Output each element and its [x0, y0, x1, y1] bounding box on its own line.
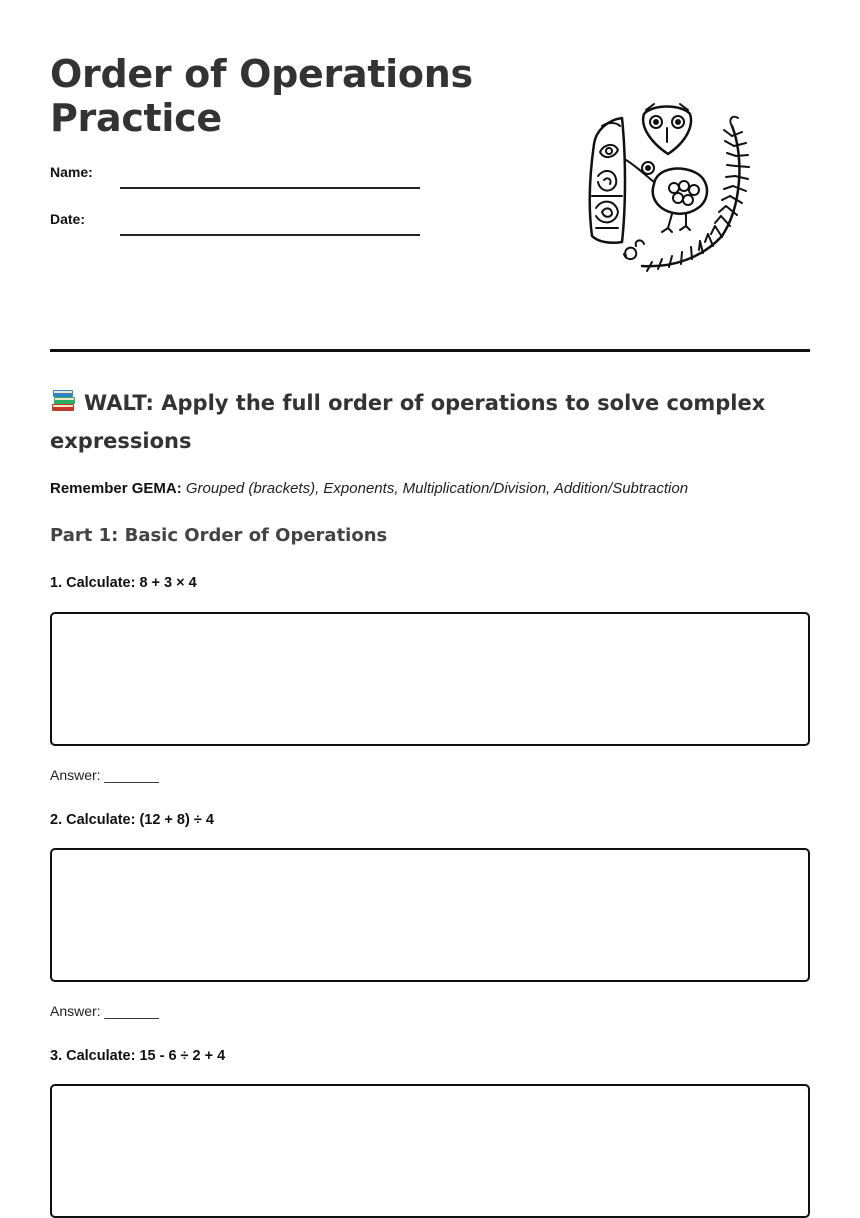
date-field[interactable]	[50, 211, 420, 235]
gema-text: Grouped (brackets), Exponents, Multiplication/Division, Addition/Subtraction	[185, 480, 689, 497]
date-line[interactable]	[120, 234, 420, 236]
question-1-work-box[interactable]	[50, 612, 810, 746]
question-2-prompt: 2. Calculate: (12 + 8) ÷ 4	[50, 812, 214, 828]
maori-kiwi-fern-illustration	[582, 96, 758, 286]
books-icon	[50, 389, 78, 413]
part-1-heading: Part 1: Basic Order of Operations	[50, 525, 388, 546]
page-title	[50, 52, 473, 140]
question-3-prompt: 3. Calculate: 15 - 6 ÷ 2 + 4	[50, 1048, 226, 1064]
walt-text: WALT: Apply the full order of operations to solve complex expressions	[50, 391, 766, 453]
question-2-answer[interactable]: Answer: _______	[50, 1003, 159, 1019]
gema-label: Remember GEMA:	[50, 480, 182, 497]
question-2-work-box[interactable]	[50, 848, 810, 982]
question-1-prompt: 1. Calculate: 8 + 3 × 4	[50, 575, 197, 591]
gema-reminder	[50, 480, 810, 497]
name-line[interactable]	[120, 187, 420, 189]
page-title-line-1: Order of Operations	[50, 52, 473, 96]
question-1-answer[interactable]: Answer: _______	[50, 767, 159, 783]
worksheet-page	[50, 0, 810, 1161]
section-divider	[50, 349, 810, 352]
page-title-line-2: Practice	[50, 96, 222, 140]
walt-heading	[50, 384, 790, 460]
question-3-work-box[interactable]	[50, 1084, 810, 1218]
name-field[interactable]	[50, 164, 420, 188]
date-label: Date:	[50, 211, 86, 227]
name-label: Name:	[50, 164, 93, 180]
